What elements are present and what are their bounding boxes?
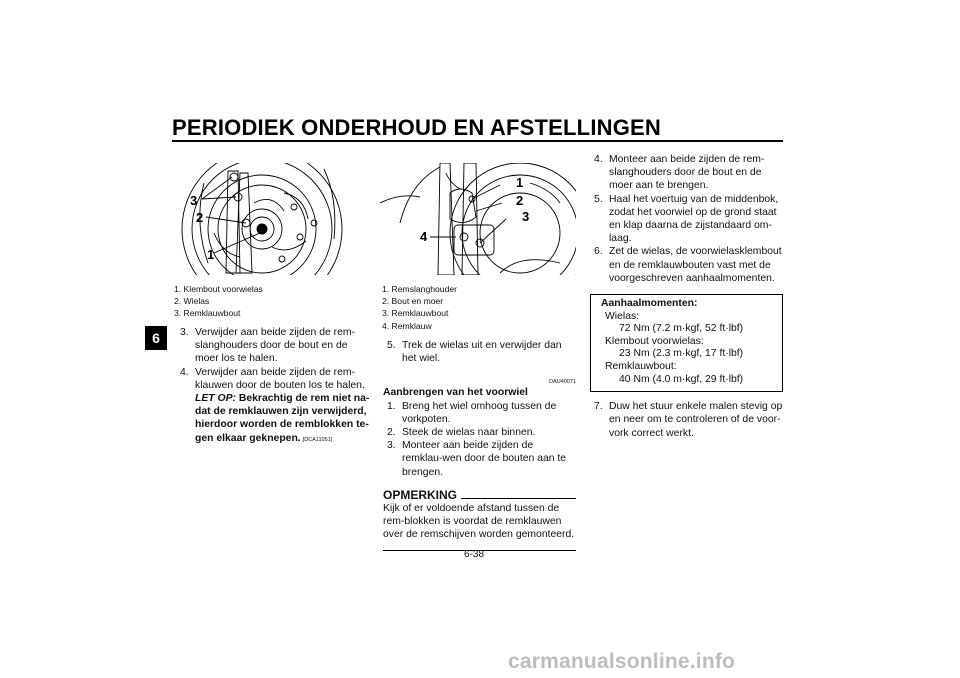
torque-label: Wielas: xyxy=(605,310,640,322)
step-number: 3. xyxy=(180,327,189,338)
chapter-tab: 6 xyxy=(145,326,167,350)
list-item xyxy=(383,426,576,439)
column-1 xyxy=(176,326,370,447)
figure1-callout-3: 3 xyxy=(190,193,198,208)
figure-brake-caliper xyxy=(380,163,576,275)
page-number: 6-38 xyxy=(464,549,485,560)
note-heading-rule xyxy=(461,498,576,499)
note-heading xyxy=(383,489,576,502)
note-heading-text: OPMERKING xyxy=(383,487,458,502)
caption-item: 1. Remslanghouder xyxy=(382,284,458,294)
torque-label: Klembout voorwielas: xyxy=(605,335,704,347)
caption-item: 3. Remklauwbout xyxy=(174,308,241,319)
list-item xyxy=(590,193,783,246)
step-number: 4. xyxy=(594,154,603,165)
figure2-callout-4: 4 xyxy=(420,229,428,244)
list-item xyxy=(383,400,576,426)
step-text: Steek de wielas naar binnen. xyxy=(402,427,536,439)
step-number: 5. xyxy=(594,193,603,205)
step-number: 7. xyxy=(594,401,603,413)
watermark-text: carmanualsonline.info xyxy=(508,650,736,673)
step-text: Breng het wiel omhoog tussen de vorkpoten. xyxy=(402,400,557,425)
figure2-caption xyxy=(382,283,457,332)
step-text: Verwijder aan beide zijden de rem-klauwen door de bouten los te halen. xyxy=(195,366,365,391)
figure1-callout-1: 1 xyxy=(207,247,215,262)
list-item xyxy=(176,326,370,366)
list-item xyxy=(590,153,783,193)
caption-item: 3. Remklauwbout xyxy=(382,308,449,319)
step-number: 5. xyxy=(387,340,396,351)
step-number: 1. xyxy=(387,400,396,412)
column-2 xyxy=(383,339,576,551)
figure2-callout-3: 3 xyxy=(522,209,530,224)
step-number: 2. xyxy=(387,427,396,439)
caption-item: 2. Bout en moer xyxy=(382,296,444,307)
figure-front-wheel-axle xyxy=(174,163,352,275)
figure2-callout-2: 2 xyxy=(516,193,524,208)
section-heading: Aanbrengen van het voorwiel xyxy=(383,387,528,399)
torque-value: 23 Nm (2.3 m·kgf, 17 ft·lbf) xyxy=(619,348,744,360)
step-number: 6. xyxy=(594,246,603,258)
torque-label: Remklauwbout: xyxy=(605,361,677,372)
list-item xyxy=(590,400,783,440)
figure1-callout-2: 2 xyxy=(196,210,204,225)
step-text: Duw het stuur enkele malen stevig op en neer om te controleren of de voor-vork correct werkt. xyxy=(609,401,783,439)
step-text: Zet de wielas, de voorwielasklembout en de remklauwbouten vast met de voorgeschreven aanhaalmomenten. xyxy=(609,246,782,284)
list-item xyxy=(383,339,576,365)
torque-value: 40 Nm (4.0 m·kgf, 29 ft·lbf) xyxy=(619,373,744,385)
torque-heading: Aanhaalmomenten: xyxy=(601,298,698,310)
warning-label: LET OP: xyxy=(195,393,236,405)
figure2-callout-1: 1 xyxy=(516,175,524,190)
figure1-caption xyxy=(174,283,263,320)
caption-item: 2. Wielas xyxy=(174,296,210,307)
page-title: PERIODIEK ONDERHOUD EN AFSTELLINGEN xyxy=(172,115,661,140)
step-text: Monteer aan beide zijden de remklau-wen door de bouten aan te brengen. xyxy=(402,440,567,478)
caption-item: 1. Klembout voorwielas xyxy=(174,284,263,294)
list-item xyxy=(590,245,783,285)
warning-code: [DCA11051] xyxy=(302,436,333,443)
step-number: 3. xyxy=(387,440,396,452)
figure-2-illustration xyxy=(380,163,576,275)
column-3 xyxy=(590,153,783,440)
warning-text: Bekrachtig de rem niet na-dat de remklauwen zijn verwijderd, hierdoor worden de remblokken te-gen elkaar geknepen. xyxy=(195,393,370,444)
step-text: Trek de wielas uit en verwijder dan het wiel. xyxy=(402,340,562,365)
list-item xyxy=(176,366,370,447)
step-text: Haal het voertuig van de middenbok, zodat het voorwiel op de grond staat en klap daarna de zijstandaard om-laag. xyxy=(609,193,779,245)
figure-1-illustration xyxy=(174,163,352,275)
step-text: Verwijder aan beide zijden de rem-slanghouders door de bout en de moer los te halen. xyxy=(195,327,355,365)
step-text: Monteer aan beide zijden de rem-slanghouders door de bout en de moer aan te brengen. xyxy=(609,154,765,192)
title-rule xyxy=(172,140,783,142)
doc-reference-code: DAU40071 xyxy=(549,379,576,386)
caption-item: 4. Remklauw xyxy=(382,320,432,331)
note-text: Kijk of er voldoende afstand tussen de rem-blokken is voordat de remklauwen over de remschijven worden gemonteerd. xyxy=(383,503,575,541)
torque-spec-box xyxy=(590,294,783,392)
step-number: 4. xyxy=(180,366,189,378)
torque-value: 72 Nm (7.2 m·kgf, 52 ft·lbf) xyxy=(619,323,744,335)
list-item xyxy=(383,439,576,479)
